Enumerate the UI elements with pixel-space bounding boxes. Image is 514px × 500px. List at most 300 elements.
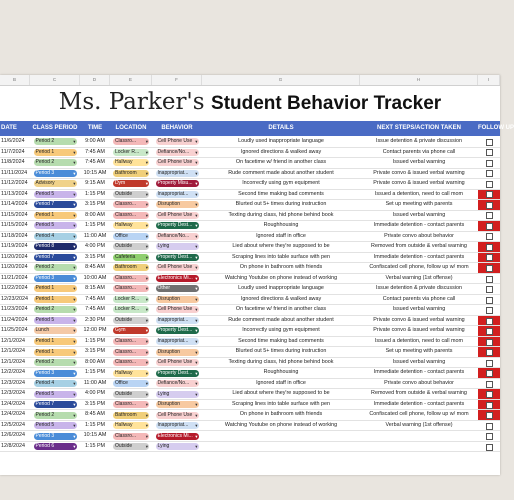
class-period-dropdown[interactable]: Period 5 ▾ [34, 222, 77, 229]
action-cell[interactable]: Verbal warning (1st offense) [385, 421, 453, 428]
behavior-dropdown[interactable]: Cell Phone Use ▾ [156, 138, 199, 145]
action-cell[interactable]: Immediate detention - contact parents [373, 253, 465, 260]
behavior-dropdown[interactable]: Property Dest... ▾ [156, 222, 199, 229]
date-cell[interactable]: 11/15/2024 [1, 211, 28, 218]
location-dropdown[interactable]: Classro... ▾ [113, 338, 149, 345]
class-period-dropdown[interactable]: Period 5 ▾ [34, 391, 77, 398]
date-cell[interactable]: 12/23/2024 [1, 295, 28, 302]
class-period-dropdown[interactable]: Period 4 ▾ [34, 380, 77, 387]
location-dropdown[interactable]: Locker R... ▾ [113, 306, 149, 313]
location-dropdown-cell [110, 190, 152, 200]
details-cell[interactable] [202, 431, 360, 441]
follow-up-cell [478, 148, 500, 158]
behavior-dropdown[interactable]: Inappropriat... ▾ [156, 191, 199, 198]
table-row [0, 305, 500, 316]
location-dropdown[interactable]: Outside ▾ [113, 317, 149, 324]
details-cell[interactable]: On phone in bathroom with friends [239, 411, 323, 418]
follow-up-checkbox[interactable] [486, 444, 493, 451]
action-cell[interactable]: Immediate detention - contact parents [373, 222, 465, 229]
date-cell[interactable]: 11/7/2024 [1, 148, 25, 155]
location-dropdown[interactable]: Outside ▾ [113, 191, 149, 198]
follow-up-cell [478, 326, 500, 336]
time-cell[interactable]: 8:45 AM [85, 264, 105, 271]
action-cell[interactable]: Issued verbal warning [392, 159, 446, 166]
date-cell[interactable]: 12/6/2024 [1, 432, 25, 439]
behavior-dropdown[interactable]: Lying ▾ [156, 391, 199, 398]
time-cell[interactable]: 10:00 AM [83, 274, 107, 281]
follow-up-cell [478, 274, 500, 284]
action-cell[interactable]: Issued verbal warning [392, 211, 446, 218]
class-period-dropdown[interactable]: Period 5 ▾ [34, 422, 77, 429]
details-cell[interactable]: Watching Youtube on phone instead of working [224, 421, 338, 428]
follow-up-cell [478, 253, 500, 263]
location-dropdown-cell [110, 379, 152, 389]
class-period-dropdown-cell [30, 221, 80, 231]
location-dropdown[interactable]: Classro... ▾ [113, 212, 149, 219]
column-letter[interactable]: C [30, 75, 80, 85]
details-cell[interactable]: Rude comment made about another student [228, 169, 334, 176]
follow-up-cell [478, 284, 500, 294]
class-period-dropdown[interactable]: Period 1 ▾ [34, 212, 77, 219]
date-cell[interactable]: 11/12/2024 [1, 180, 28, 187]
behavior-dropdown-cell [152, 242, 202, 252]
class-period-dropdown[interactable]: Advisory ▾ [34, 180, 77, 187]
behavior-dropdown[interactable]: Defiance/No... ▾ [156, 149, 199, 156]
location-dropdown-cell [110, 253, 152, 263]
class-period-dropdown[interactable]: Period 1 ▾ [34, 349, 77, 356]
details-cell[interactable]: Scraping lines into table surface with pen [232, 400, 330, 407]
details-cell[interactable]: On phone in bathroom with friends [239, 264, 323, 271]
class-period-dropdown[interactable]: Period 7 ▾ [34, 401, 77, 408]
location-dropdown[interactable]: Classro... ▾ [113, 285, 149, 292]
class-period-dropdown[interactable]: Period 1 ▾ [34, 149, 77, 156]
time-cell[interactable]: 1:15 PM [84, 190, 106, 197]
class-period-dropdown[interactable]: Period 1 ▾ [34, 338, 77, 345]
action-cell[interactable]: Confiscated cell phone, follow up w/ mom [369, 264, 469, 271]
location-dropdown[interactable]: Cafeteria ▾ [113, 254, 149, 261]
time-cell[interactable]: 1:15 PM [84, 369, 106, 376]
follow-up-checkbox[interactable] [486, 254, 493, 261]
location-dropdown[interactable]: Outside ▾ [113, 243, 149, 250]
column-letter[interactable]: G [202, 75, 360, 85]
details-cell[interactable]: On facetime w/ friend in another class [235, 306, 327, 313]
class-period-dropdown-cell [30, 242, 80, 252]
date-cell[interactable]: 11/21/2024 [1, 274, 28, 281]
date-cell[interactable]: 11/24/2024 [1, 316, 28, 323]
behavior-dropdown[interactable]: Cell Phone Use ▾ [156, 212, 199, 219]
details-cell[interactable]: Ignored directions & walked away [240, 295, 322, 302]
location-dropdown[interactable]: Bathroom ▾ [113, 412, 149, 419]
action-cell[interactable]: Contact parents via phone call [382, 148, 456, 155]
location-dropdown-cell [110, 221, 152, 231]
location-dropdown[interactable]: Locker R... ▾ [113, 296, 149, 303]
class-period-dropdown[interactable]: Period 5 ▾ [34, 191, 77, 198]
details-cell[interactable]: Second time making bad comments [238, 337, 324, 344]
time-cell[interactable]: 7:45 AM [85, 306, 105, 313]
behavior-dropdown[interactable]: Inappropriat... ▾ [156, 317, 199, 324]
details-cell[interactable]: Scraping lines into table surface with pen [232, 253, 330, 260]
details-cell[interactable]: Blurted out 5+ times during instruction [235, 348, 327, 355]
action-cell[interactable]: Issued verbal warning [392, 306, 446, 313]
action-cell[interactable]: Private convo & issued verbal warning [373, 316, 465, 323]
column-letter[interactable]: E [110, 75, 152, 85]
details-cell[interactable]: Texting during class, hid phone behind book [228, 358, 334, 365]
location-dropdown[interactable]: Hallway ▾ [113, 159, 149, 166]
class-period-dropdown[interactable]: Period 1 ▾ [34, 285, 77, 292]
location-dropdown[interactable]: Hallway ▾ [113, 422, 149, 429]
follow-up-checkbox[interactable] [486, 318, 493, 325]
table-row [0, 242, 500, 253]
behavior-dropdown-cell [152, 305, 202, 315]
column-letter[interactable]: D [80, 75, 110, 85]
follow-up-cell [478, 410, 500, 420]
follow-up-checkbox[interactable] [486, 286, 493, 293]
class-period-dropdown[interactable]: Period 2 ▾ [34, 412, 77, 419]
behavior-dropdown[interactable]: Property Dest... ▾ [156, 254, 199, 261]
behavior-dropdown[interactable]: Cell Phone Use ▾ [156, 359, 199, 366]
action-cell[interactable]: Immediate detention - contact parents [373, 369, 465, 376]
class-period-dropdown[interactable]: Period 7 ▾ [34, 254, 77, 261]
location-dropdown-cell [110, 200, 152, 210]
action-cell[interactable]: Private convo & issued verbal warning [373, 169, 465, 176]
location-dropdown-cell [110, 148, 152, 158]
time-cell[interactable]: 3:15 PM [84, 201, 106, 208]
behavior-dropdown[interactable]: Inappropriat... ▾ [156, 338, 199, 345]
follow-up-checkbox[interactable] [486, 244, 493, 251]
time-cell[interactable]: 1:15 PM [84, 442, 106, 449]
details-cell[interactable]: Texting during class, hid phone behind book [228, 211, 334, 218]
time-cell[interactable]: 1:15 PM [84, 337, 106, 344]
behavior-dropdown-cell [152, 442, 202, 452]
details-cell[interactable]: Ignored staff in office [256, 379, 306, 386]
action-cell[interactable]: Private convo & issued verbal warning [373, 180, 465, 187]
behavior-dropdown[interactable]: Inappropriat... ▾ [156, 170, 199, 177]
behavior-dropdown[interactable]: Defiance/No... ▾ [156, 233, 199, 240]
action-cell[interactable]: Removed from outside & verbal warning [371, 243, 467, 250]
date-cell[interactable]: 12/4/2024 [1, 411, 25, 418]
time-cell[interactable]: 4:00 PM [84, 390, 106, 397]
location-dropdown[interactable]: Classro... ▾ [113, 201, 149, 208]
date-cell[interactable]: 12/1/2024 [1, 337, 25, 344]
follow-up-cell [478, 179, 500, 189]
details-cell[interactable]: Ignored directions & walked away [240, 148, 322, 155]
time-cell[interactable]: 10:15 AM [83, 432, 107, 439]
follow-up-checkbox[interactable] [486, 191, 493, 198]
action-cell[interactable]: Verbal warning (1st offense) [385, 274, 453, 281]
action-cell[interactable] [360, 442, 478, 452]
behavior-dropdown[interactable]: Defiance/No... ▾ [156, 380, 199, 387]
date-cell[interactable]: 11/14/2024 [1, 201, 28, 208]
date-cell[interactable]: 11/25/2024 [1, 327, 28, 334]
class-period-dropdown[interactable]: Period 2 ▾ [34, 306, 77, 313]
date-cell[interactable]: 12/1/2024 [1, 358, 25, 365]
time-cell[interactable]: 8:45 AM [85, 411, 105, 418]
time-cell[interactable]: 8:00 AM [85, 211, 105, 218]
behavior-dropdown[interactable]: Other ▾ [156, 285, 199, 292]
follow-up-checkbox[interactable] [486, 381, 493, 388]
time-cell[interactable]: 4:00 PM [84, 243, 106, 250]
class-period-dropdown-cell [30, 137, 80, 147]
action-cell[interactable]: Issued a detention, need to call mom [374, 190, 464, 197]
follow-up-checkbox[interactable] [486, 265, 493, 272]
location-dropdown[interactable]: Classro... ▾ [113, 138, 149, 145]
time-cell[interactable]: 3:15 PM [84, 400, 106, 407]
location-dropdown-cell [110, 295, 152, 305]
class-period-dropdown[interactable]: Period 7 ▾ [34, 201, 77, 208]
action-cell[interactable] [360, 431, 478, 441]
location-dropdown[interactable]: Classro... ▾ [113, 275, 149, 282]
class-period-dropdown[interactable]: Period 8 ▾ [34, 243, 77, 250]
follow-up-checkbox[interactable] [486, 391, 493, 398]
location-dropdown[interactable]: Classro... ▾ [113, 359, 149, 366]
behavior-dropdown[interactable]: Lying ▾ [156, 243, 199, 250]
behavior-dropdown-cell [152, 137, 202, 147]
date-cell[interactable]: 12/5/2024 [1, 421, 25, 428]
behavior-dropdown[interactable]: Cell Phone Use ▾ [156, 306, 199, 313]
date-cell[interactable]: 12/8/2024 [1, 442, 25, 449]
class-period-dropdown[interactable]: Period 2 ▾ [34, 264, 77, 271]
follow-up-checkbox[interactable] [486, 433, 493, 440]
location-dropdown-cell [110, 326, 152, 336]
follow-up-checkbox[interactable] [486, 181, 493, 188]
date-cell[interactable]: 11/23/2024 [1, 306, 28, 313]
location-dropdown-cell [110, 137, 152, 147]
class-period-dropdown-cell [30, 368, 80, 378]
class-period-dropdown[interactable]: Period 3 ▾ [34, 170, 77, 177]
date-cell[interactable]: 11/19/2024 [1, 243, 28, 250]
class-period-dropdown-cell [30, 253, 80, 263]
time-cell[interactable]: 9:15 AM [85, 180, 105, 187]
time-cell[interactable]: 7:45 AM [85, 295, 105, 302]
class-period-dropdown[interactable]: Period 3 ▾ [34, 275, 77, 282]
time-cell[interactable]: 8:00 AM [85, 358, 105, 365]
time-cell[interactable]: 9:00 AM [85, 138, 105, 144]
date-cell[interactable]: 12/3/2024 [1, 390, 25, 397]
behavior-dropdown[interactable]: Disruption ▾ [156, 349, 199, 356]
time-cell[interactable]: 10:15 AM [83, 169, 107, 176]
behavior-dropdown[interactable]: Disruption ▾ [156, 201, 199, 208]
time-cell[interactable]: 3:15 PM [84, 253, 106, 260]
follow-up-cell [478, 337, 500, 347]
action-cell[interactable]: Confiscated cell phone, follow up w/ mom [369, 411, 469, 418]
location-dropdown-cell [110, 232, 152, 242]
behavior-dropdown[interactable]: Disruption ▾ [156, 296, 199, 303]
date-cell[interactable]: 11/6/2024 [1, 138, 25, 144]
time-cell[interactable]: 7:45 AM [85, 148, 105, 155]
details-cell[interactable]: Incorrectly using gym equipment [242, 180, 320, 187]
header-class-period: CLASS PERIOD [32, 125, 78, 131]
date-cell[interactable]: 11/11/2024 [1, 169, 28, 176]
behavior-dropdown[interactable]: Electronics Mi... ▾ [156, 275, 199, 282]
follow-up-checkbox[interactable] [486, 402, 493, 409]
behavior-dropdown[interactable]: Property Dest... ▾ [156, 327, 199, 334]
time-cell[interactable]: 3:15 PM [84, 348, 106, 355]
location-dropdown[interactable]: Office ▾ [113, 380, 149, 387]
location-dropdown-cell [110, 305, 152, 315]
follow-up-checkbox[interactable] [486, 149, 493, 156]
action-cell[interactable]: Set up meeting with parents [385, 201, 453, 208]
time-cell[interactable]: 7:45 AM [85, 159, 105, 166]
class-period-dropdown[interactable]: Lunch ▾ [34, 327, 77, 334]
details-cell[interactable]: Incorrectly using gym equipment [242, 327, 320, 334]
action-cell[interactable]: Private convo about behavior [384, 232, 454, 239]
follow-up-checkbox[interactable] [486, 139, 493, 146]
follow-up-checkbox[interactable] [486, 223, 493, 230]
follow-up-checkbox[interactable] [486, 233, 493, 240]
behavior-dropdown[interactable]: Cell Phone Use ▾ [156, 159, 199, 166]
date-cell[interactable]: 11/20/2024 [1, 264, 28, 271]
behavior-dropdown[interactable]: Inappropriat... ▾ [156, 422, 199, 429]
behavior-dropdown[interactable]: Lying ▾ [156, 443, 199, 450]
date-cell[interactable]: 11/22/2024 [1, 285, 28, 292]
follow-up-cell [478, 379, 500, 389]
action-cell[interactable]: Issue detention & private discussion [375, 138, 462, 144]
follow-up-checkbox[interactable] [486, 328, 493, 335]
class-period-dropdown[interactable]: Period 4 ▾ [34, 233, 77, 240]
details-cell[interactable]: Rude comment made about another student [228, 316, 334, 323]
behavior-dropdown[interactable]: Property Dest... ▾ [156, 370, 199, 377]
action-cell[interactable]: Contact parents via phone call [382, 295, 456, 302]
behavior-dropdown-cell [152, 389, 202, 399]
details-cell[interactable]: Loudly used inappropriate language [238, 138, 324, 144]
details-cell[interactable] [202, 442, 360, 452]
behavior-dropdown-cell [152, 158, 202, 168]
class-period-dropdown-cell [30, 337, 80, 347]
class-period-dropdown[interactable]: Period 2 ▾ [34, 359, 77, 366]
column-letter[interactable]: F [152, 75, 202, 85]
class-period-dropdown[interactable]: Period 3 ▾ [34, 433, 77, 440]
location-dropdown-cell [110, 316, 152, 326]
column-letter[interactable]: B [0, 75, 30, 85]
location-dropdown[interactable]: Office ▾ [113, 233, 149, 240]
time-cell[interactable]: 2:30 PM [84, 316, 106, 323]
follow-up-checkbox[interactable] [486, 276, 493, 283]
location-dropdown-cell [110, 400, 152, 410]
location-dropdown[interactable]: Locker R... ▾ [113, 149, 149, 156]
time-cell[interactable]: 12:00 PM [83, 327, 107, 334]
details-cell[interactable]: Loudly used inappropriate language [238, 285, 324, 292]
location-dropdown[interactable]: Outside ▾ [113, 391, 149, 398]
details-cell[interactable]: Ignored staff in office [256, 232, 306, 239]
class-period-dropdown-cell [30, 410, 80, 420]
behavior-dropdown-cell [152, 379, 202, 389]
date-cell[interactable]: 12/3/2024 [1, 379, 25, 386]
follow-up-cell [478, 242, 500, 252]
class-period-dropdown-cell [30, 232, 80, 242]
behavior-dropdown[interactable]: Electronics Mi... ▾ [156, 433, 199, 440]
date-cell[interactable]: 11/8/2024 [1, 159, 25, 166]
title-name: Ms. Parker's [58, 89, 205, 115]
follow-up-checkbox[interactable] [486, 360, 493, 367]
class-period-dropdown[interactable]: Period 6 ▾ [34, 443, 77, 450]
header-behavior: BEHAVIOR [161, 125, 193, 131]
date-cell[interactable]: 11/20/2024 [1, 253, 28, 260]
time-cell[interactable]: 1:15 PM [84, 222, 106, 229]
location-dropdown[interactable]: Classro... ▾ [113, 401, 149, 408]
date-cell[interactable]: 11/18/2024 [1, 232, 28, 239]
location-dropdown[interactable]: Classro... ▾ [113, 349, 149, 356]
class-period-dropdown-cell [30, 200, 80, 210]
class-period-dropdown[interactable]: Period 3 ▾ [34, 370, 77, 377]
follow-up-checkbox[interactable] [486, 202, 493, 209]
behavior-dropdown-cell [152, 253, 202, 263]
date-cell[interactable]: 11/15/2024 [1, 222, 28, 229]
action-cell[interactable]: Set up meeting with parents [385, 348, 453, 355]
location-dropdown[interactable]: Bathroom ▾ [113, 170, 149, 177]
class-period-dropdown[interactable]: Period 2 ▾ [34, 138, 77, 145]
table-row [0, 232, 500, 243]
time-cell[interactable]: 11:00 AM [83, 232, 107, 239]
follow-up-checkbox[interactable] [486, 349, 493, 356]
location-dropdown-cell [110, 347, 152, 357]
location-dropdown[interactable]: Hallway ▾ [113, 222, 149, 229]
details-cell[interactable]: Second time making bad comments [238, 190, 324, 197]
details-cell[interactable]: Blurted out 5+ times during instruction [235, 201, 327, 208]
behavior-dropdown-cell [152, 316, 202, 326]
location-dropdown[interactable]: Hallway ▾ [113, 370, 149, 377]
class-period-dropdown-cell [30, 431, 80, 441]
details-cell[interactable]: On facetime w/ friend in another class [235, 159, 327, 166]
follow-up-checkbox[interactable] [486, 160, 493, 167]
class-period-dropdown[interactable]: Period 5 ▾ [34, 317, 77, 324]
column-letter[interactable]: I [478, 75, 500, 85]
class-period-dropdown-cell [30, 389, 80, 399]
follow-up-cell [478, 232, 500, 242]
follow-up-checkbox[interactable] [486, 339, 493, 346]
date-cell[interactable]: 12/1/2024 [1, 348, 25, 355]
follow-up-checkbox[interactable] [486, 297, 493, 304]
time-cell[interactable]: 8:15 AM [85, 285, 105, 292]
location-dropdown[interactable]: Outside ▾ [113, 443, 149, 450]
class-period-dropdown[interactable]: Period 2 ▾ [34, 159, 77, 166]
time-cell[interactable]: 1:15 PM [84, 421, 106, 428]
follow-up-checkbox[interactable] [486, 170, 493, 177]
behavior-dropdown[interactable]: Cell Phone Use ▾ [156, 264, 199, 271]
time-cell[interactable]: 11:00 AM [83, 379, 107, 386]
location-dropdown[interactable]: Classro... ▾ [113, 433, 149, 440]
column-letter[interactable]: H [360, 75, 478, 85]
date-cell[interactable]: 12/2/2024 [1, 369, 25, 376]
title-rest: Student Behavior Tracker [211, 93, 442, 114]
location-dropdown[interactable]: Gym ▾ [113, 327, 149, 334]
follow-up-checkbox[interactable] [486, 412, 493, 419]
details-cell[interactable]: Lied about where they're supposed to be [232, 390, 330, 397]
details-cell[interactable]: Roughhousing [263, 369, 299, 376]
follow-up-checkbox[interactable] [486, 370, 493, 377]
class-period-dropdown[interactable]: Period 1 ▾ [34, 296, 77, 303]
action-cell[interactable]: Removed from outside & verbal warning [371, 390, 467, 397]
behavior-dropdown[interactable]: Cell Phone Use ▾ [156, 412, 199, 419]
date-cell[interactable]: 11/13/2024 [1, 190, 28, 197]
follow-up-checkbox[interactable] [486, 423, 493, 430]
behavior-dropdown[interactable]: Property Misu... ▾ [156, 180, 199, 187]
behavior-dropdown[interactable]: Disruption ▾ [156, 401, 199, 408]
details-cell[interactable]: Roughhousing [263, 222, 299, 229]
action-cell[interactable]: Private convo about behavior [384, 379, 454, 386]
action-cell[interactable]: Issued a detention, need to call mom [374, 337, 464, 344]
date-cell[interactable]: 12/4/2024 [1, 400, 25, 407]
location-dropdown[interactable]: Dym ▾ [113, 180, 149, 187]
action-cell[interactable]: Issue detention & private discussion [375, 285, 462, 292]
details-cell[interactable]: Watching Youtube on phone instead of working [224, 274, 338, 281]
action-cell[interactable]: Immediate detention - contact parents [373, 400, 465, 407]
action-cell[interactable]: Private convo & issued verbal warning [373, 327, 465, 334]
follow-up-checkbox[interactable] [486, 307, 493, 314]
action-cell[interactable]: Issued verbal warning [392, 358, 446, 365]
details-cell[interactable]: Lied about where they're supposed to be [232, 243, 330, 250]
location-dropdown[interactable]: Bathroom ▾ [113, 264, 149, 271]
follow-up-checkbox[interactable] [486, 212, 493, 219]
